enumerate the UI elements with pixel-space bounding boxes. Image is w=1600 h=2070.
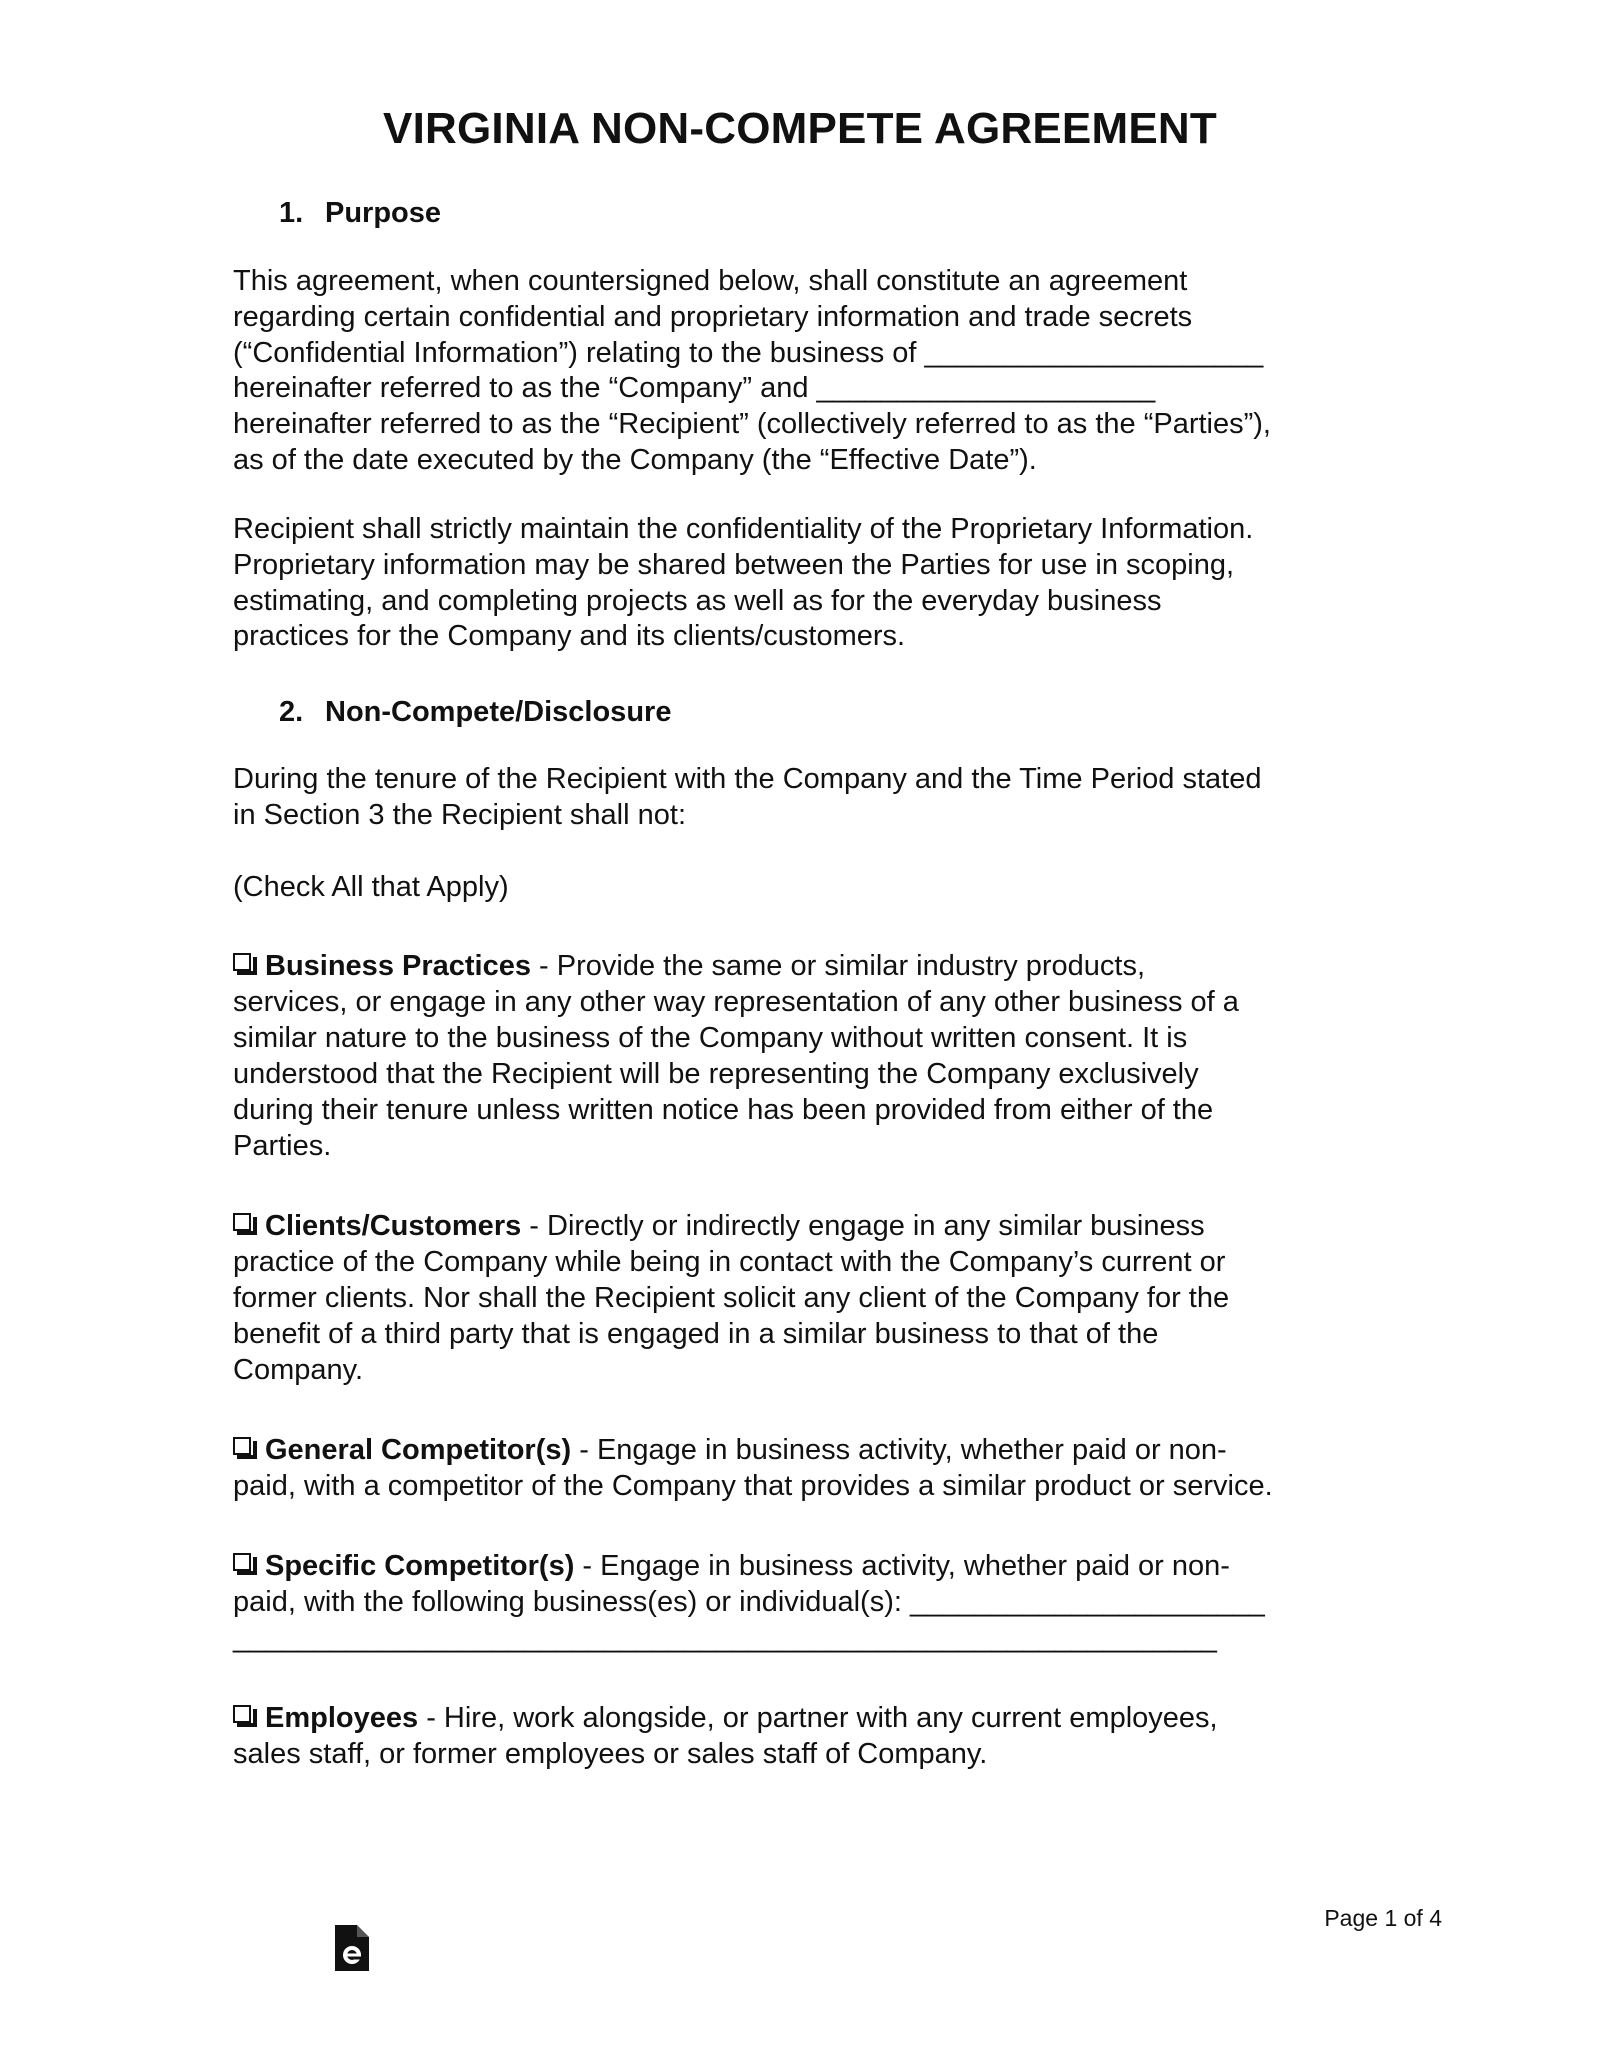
text-line: as of the date executed by the Company (the “Effective Date”). bbox=[233, 443, 1037, 476]
text-line: Parties. bbox=[233, 1130, 332, 1162]
text-line: services, or engage in any other way representation of any other business of a bbox=[233, 986, 1239, 1018]
purpose-paragraph-1 bbox=[233, 264, 1373, 479]
checkbox-icon[interactable] bbox=[233, 1437, 257, 1461]
section-number: 1. bbox=[279, 197, 304, 229]
check-all-note bbox=[233, 870, 1373, 906]
page-number: Page 1 of 4 bbox=[1324, 1905, 1442, 1931]
text-line: understood that the Recipient will be representing the Company exclusively bbox=[233, 1058, 1199, 1090]
text-line: sales staff, or former employees or sales staff of Company. bbox=[233, 1738, 988, 1770]
option-text: - Hire, work alongside, or partner with any current employees, bbox=[418, 1702, 1218, 1734]
text-line: _____________________________________________________________ bbox=[233, 1622, 1217, 1654]
option-label: Clients/Customers bbox=[265, 1210, 522, 1242]
text-line: estimating, and completing projects as well as for the everyday business bbox=[233, 584, 1162, 617]
text-line: During the tenure of the Recipient with the Company and the Time Period stated bbox=[233, 763, 1262, 795]
text-line: (Check All that Apply) bbox=[233, 871, 509, 903]
text-line: This agreement, when countersigned below, shall constitute an agreement bbox=[233, 265, 1188, 297]
text-line: during their tenure unless written notice has been provided from either of the bbox=[233, 1094, 1214, 1126]
option-text: - Provide the same or similar industry products, bbox=[530, 950, 1146, 982]
option-label: Business Practices bbox=[265, 950, 531, 982]
text-line: hereinafter referred to as the “Recipient” (collectively referred to as the “Parties”), bbox=[233, 408, 1271, 441]
option-employees bbox=[233, 1700, 1373, 1772]
option-text: - Directly or indirectly engage in any similar business bbox=[521, 1210, 1205, 1242]
section-title: Purpose bbox=[325, 197, 442, 229]
section-title: Non-Compete/Disclosure bbox=[325, 696, 672, 728]
option-clients-customers bbox=[233, 1208, 1373, 1388]
section-2-heading bbox=[279, 696, 671, 729]
purpose-paragraph-2 bbox=[233, 512, 1373, 655]
document-e-logo-icon bbox=[335, 1925, 369, 1971]
option-label: Specific Competitor(s) bbox=[265, 1550, 575, 1582]
checkbox-icon[interactable] bbox=[233, 1553, 257, 1577]
checkbox-icon[interactable] bbox=[233, 953, 257, 977]
checkbox-icon[interactable] bbox=[233, 1213, 257, 1237]
text-line: regarding certain confidential and proprietary information and trade secrets bbox=[233, 300, 1193, 333]
document-title: VIRGINIA NON-COMPETE AGREEMENT bbox=[383, 104, 1217, 153]
text-line: former clients. Nor shall the Recipient solicit any client of the Company for the bbox=[233, 1282, 1230, 1314]
text-line: in Section 3 the Recipient shall not: bbox=[233, 798, 686, 831]
text-line: paid, with a competitor of the Company that provides a similar product or service. bbox=[233, 1470, 1273, 1502]
text-line: benefit of a third party that is engaged in a similar business to that of the bbox=[233, 1318, 1159, 1350]
section-number: 2. bbox=[279, 696, 304, 728]
text-line: paid, with the following business(es) or individual(s): ______________________ bbox=[233, 1586, 1265, 1618]
option-specific-competitors bbox=[233, 1548, 1373, 1656]
text-line: practice of the Company while being in contact with the Company’s current or bbox=[233, 1246, 1226, 1278]
option-business-practices bbox=[233, 948, 1373, 1164]
section-1-heading bbox=[279, 197, 441, 230]
option-label: General Competitor(s) bbox=[265, 1434, 572, 1466]
text-line: Company. bbox=[233, 1354, 364, 1386]
text-line: Recipient shall strictly maintain the confidentiality of the Proprietary Information. bbox=[233, 513, 1254, 545]
option-text: - Engage in business activity, whether paid or non- bbox=[574, 1550, 1230, 1582]
section-2-intro bbox=[233, 762, 1373, 834]
text-line: practices for the Company and its clients/customers. bbox=[233, 620, 906, 653]
option-general-competitors bbox=[233, 1432, 1373, 1504]
option-label: Employees bbox=[265, 1702, 419, 1734]
text-line: Proprietary information may be shared between the Parties for use in scoping, bbox=[233, 548, 1235, 581]
text-line: similar nature to the business of the Company without written consent. It is bbox=[233, 1022, 1188, 1054]
text-line: hereinafter referred to as the “Company” and _____________________ bbox=[233, 372, 1156, 405]
checkbox-icon[interactable] bbox=[233, 1705, 257, 1729]
text-line: (“Confidential Information”) relating to the business of _____________________ bbox=[233, 336, 1264, 369]
option-text: - Engage in business activity, whether paid or non- bbox=[571, 1434, 1227, 1466]
